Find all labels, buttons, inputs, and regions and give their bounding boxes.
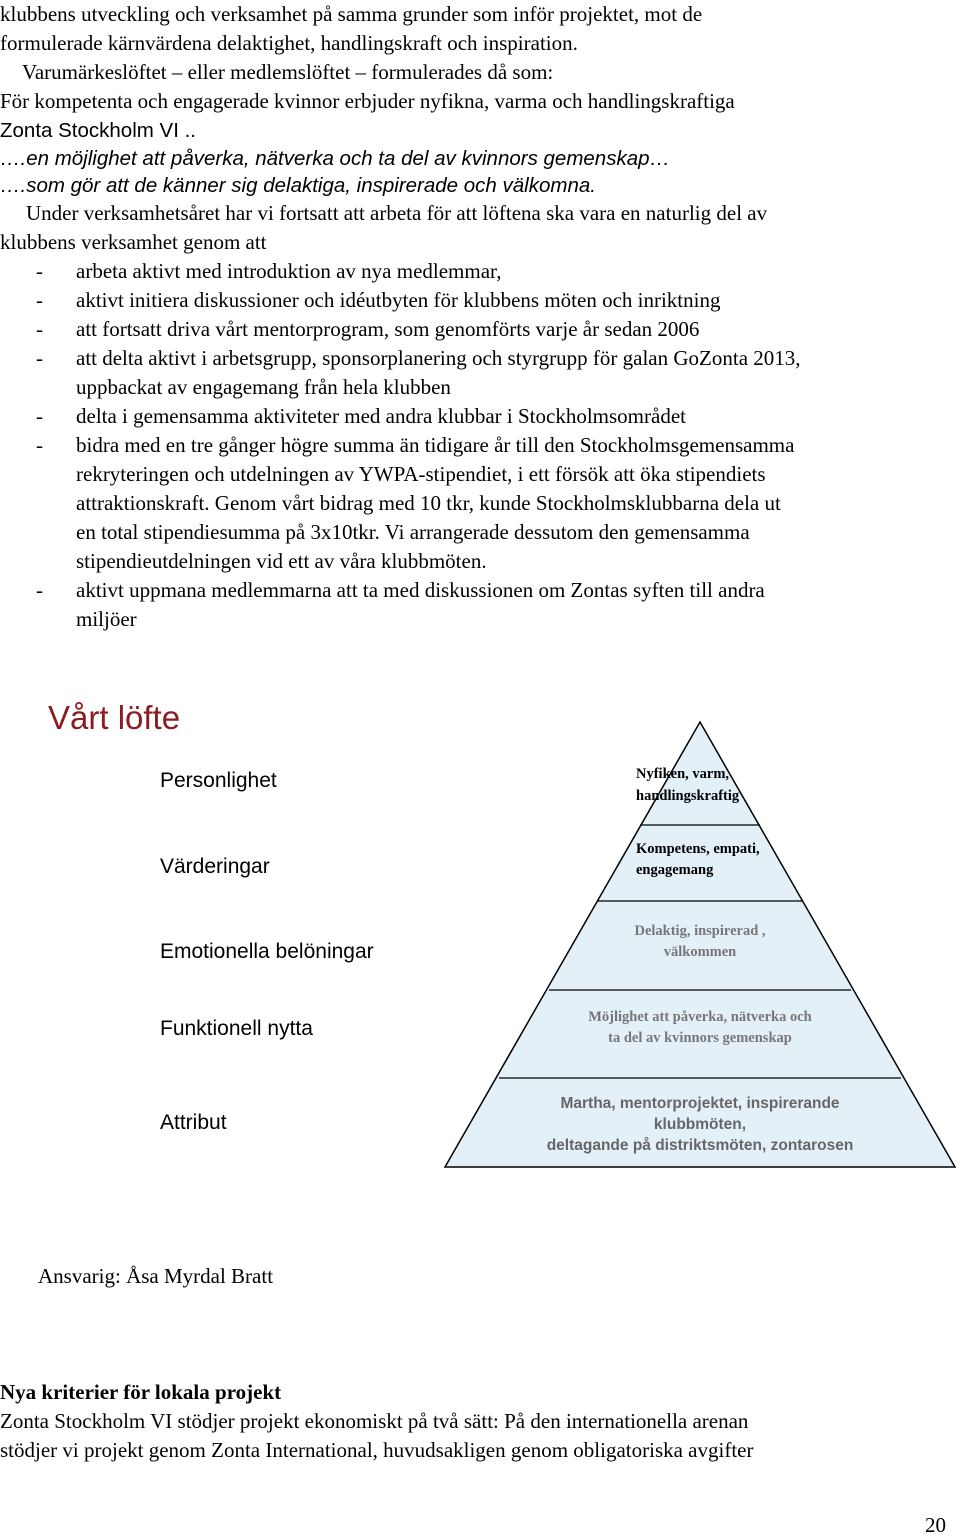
section-line-1: Zonta Stockholm VI stödjer projekt ekonomiskt på två sätt: På den internationella arenan (0, 1409, 749, 1433)
bullet-dash: - (36, 317, 43, 341)
bullet-item (76, 431, 956, 576)
bullet-dash: - (36, 288, 43, 312)
bullet-item-line: att fortsatt driva vårt mentorprogram, som genomförts varje år sedan 2006 (76, 317, 700, 341)
promise-line-2: ….som gör att de känner sig delaktiga, inspirerade och välkomna. (0, 174, 596, 197)
bullet-item-line: aktivt uppmana medlemmarna att ta med diskussionen om Zontas syften till andra (76, 578, 765, 602)
bullet-item-line: bidra med en tre gånger högre summa än tidigare år till den Stockholmsgemensamma (76, 433, 795, 457)
bullet-item-line: rekryteringen och utdelningen av YWPA-stipendiet, i ett försök att öka stipendiets (76, 462, 766, 486)
tier5-line-2: klubbmöten, (653, 1116, 747, 1133)
bullet-dash: - (36, 404, 43, 428)
tier1-line-2: handlingskraftig (636, 788, 740, 804)
bullet-item-line: arbeta aktivt med introduktion av nya medlemmar, (76, 259, 502, 283)
tier2-line-2: engagemang (636, 862, 714, 878)
tier1-line-1: Nyfiken, varm, (636, 766, 730, 782)
brand-pyramid (440, 720, 960, 1172)
tier2-line-1: Kompetens, empati, (636, 841, 760, 857)
intro-line-2: formulerade kärnvärdena delaktighet, handlingskraft och inspiration. (0, 31, 578, 55)
bullet-item-line: attraktionskraft. Genom vårt bidrag med 10 tkr, kunde Stockholmsklubbarna dela ut (76, 491, 781, 515)
page-number: 20 (925, 1513, 946, 1537)
intro-line-4: För kompetenta och engagerade kvinnor erbjuder nyfikna, varma och handlingskraftiga (0, 89, 735, 113)
bullet-item-line: att delta aktivt i arbetsgrupp, sponsorplanering och styrgrupp för galan GoZonta 2013, (76, 346, 801, 370)
responsible-line: Ansvarig: Åsa Myrdal Bratt (38, 1264, 274, 1288)
bullet-item-line: stipendieutdelningen vid ett av våra klubbmöten. (76, 549, 487, 573)
bullet-item-line: uppbackat av engagemang från hela klubben (76, 375, 451, 399)
section-line-2: stödjer vi projekt genom Zonta International, huvudsakligen genom obligatoriska avgifter (0, 1438, 754, 1462)
section-heading: Nya kriterier för lokala projekt (0, 1380, 282, 1404)
bullet-item (76, 402, 956, 431)
bullet-item-line: en total stipendiesumma på 3x10tkr. Vi arrangerade dessutom den gemensamma (76, 520, 750, 544)
intro-line-8: Under verksamhetsåret har vi fortsatt att arbeta för att löftena ska vara en naturlig del av (26, 201, 768, 225)
level-label-personlighet: Personlighet (160, 769, 277, 792)
intro-line-5: Zonta Stockholm VI .. (0, 119, 196, 142)
intro-line-9: klubbens verksamhet genom att (0, 230, 267, 254)
bullet-dash: - (36, 578, 43, 602)
level-label-funktionell: Funktionell nytta (160, 1017, 313, 1040)
bullet-item (76, 257, 956, 286)
intro-line-1: klubbens utveckling och verksamhet på samma grunder som inför projektet, mot de (0, 2, 703, 26)
bullet-item-line: miljöer (76, 607, 137, 631)
tier4-line-2: ta del av kvinnors gemenskap (608, 1030, 792, 1046)
bullet-dash: - (36, 259, 43, 283)
level-label-varderingar: Värderingar (160, 855, 270, 878)
bullet-item-line: aktivt initiera diskussioner och idéutbyten för klubbens möten och inriktning (76, 288, 721, 312)
level-label-attribut: Attribut (160, 1111, 227, 1134)
level-label-emotionella: Emotionella belöningar (160, 940, 374, 963)
diagram-title: Vårt löfte (48, 699, 181, 736)
bullet-dash: - (36, 346, 43, 370)
bullet-dash: - (36, 433, 43, 457)
tier3-line-1: Delaktig, inspirerad , (634, 923, 766, 939)
bullet-item (76, 344, 956, 402)
intro-line-3: Varumärkeslöftet – eller medlemslöftet – formulerades då som: (22, 60, 554, 84)
bullet-item (76, 286, 956, 315)
bullet-item-line: delta i gemensamma aktiviteter med andra klubbar i Stockholmsområdet (76, 404, 686, 428)
bullet-item (76, 315, 956, 344)
tier5-line-3: deltagande på distriktsmöten, zontarosen (546, 1137, 854, 1154)
tier4-line-1: Möjlighet att påverka, nätverka och (588, 1009, 812, 1025)
tier5-line-1: Martha, mentorprojektet, inspirerande (560, 1095, 840, 1112)
bullet-item (76, 576, 956, 634)
tier3-line-2: välkommen (663, 944, 737, 960)
promise-line-1: ….en möjlighet att påverka, nätverka och ta del av kvinnors gemenskap… (0, 147, 671, 170)
